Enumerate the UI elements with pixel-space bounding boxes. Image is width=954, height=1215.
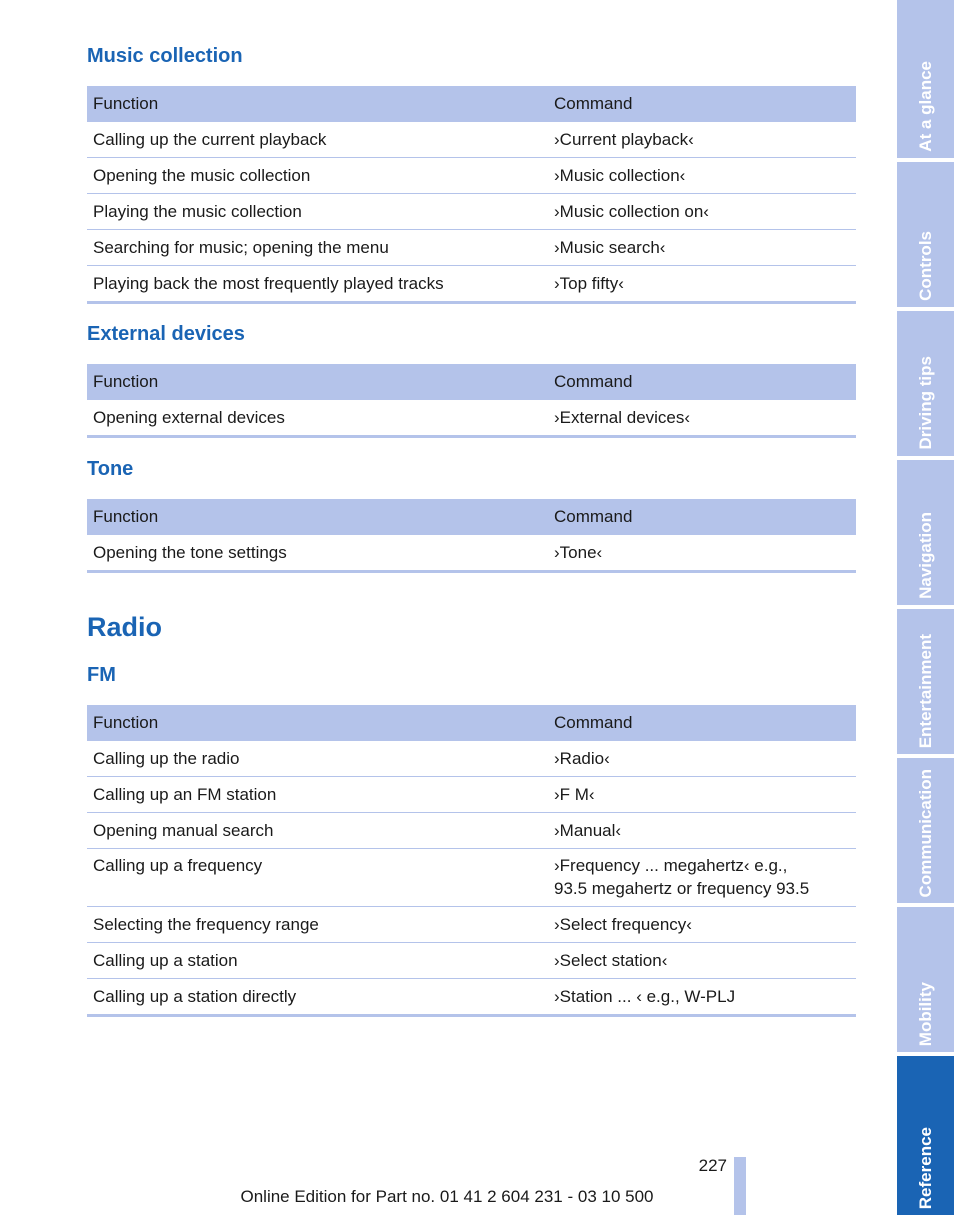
table-row xyxy=(87,979,856,1016)
header-function: Function xyxy=(87,705,548,741)
command-cell: ›Select frequency‹ xyxy=(548,907,856,943)
tab-entertainment[interactable] xyxy=(897,609,954,754)
tab-label: Mobility xyxy=(915,981,935,1046)
table-row xyxy=(87,849,856,907)
command-cell: ›Music collection on‹ xyxy=(548,194,856,230)
command-line: ›Frequency ... megahertz‹ e.g., xyxy=(554,856,788,875)
header-command: Command xyxy=(548,499,856,535)
table-row xyxy=(87,813,856,849)
chapter-title-radio: Radio xyxy=(87,612,163,642)
function-cell: Calling up a station xyxy=(87,943,548,979)
table-row xyxy=(87,535,856,572)
function-cell: Searching for music; opening the menu xyxy=(87,230,548,266)
tab-label: Controls xyxy=(915,231,935,301)
function-cell: Opening the music collection xyxy=(87,158,548,194)
tab-reference[interactable] xyxy=(897,1056,954,1215)
tab-label: Navigation xyxy=(915,512,935,599)
tab-navigation[interactable] xyxy=(897,460,954,605)
table-row xyxy=(87,122,856,158)
tab-label: At a glance xyxy=(915,61,935,152)
section-title-music-collection: Music collection xyxy=(87,45,243,67)
command-cell: ›Top fifty‹ xyxy=(548,266,856,303)
section-title-external-devices: External devices xyxy=(87,323,245,345)
header-function: Function xyxy=(87,499,548,535)
table-row xyxy=(87,400,856,437)
section-title-fm: FM xyxy=(87,664,116,686)
table-row xyxy=(87,194,856,230)
table-header-row xyxy=(87,499,856,535)
header-command: Command xyxy=(548,364,856,400)
table-header-row xyxy=(87,364,856,400)
function-cell: Opening external devices xyxy=(87,400,548,437)
header-function: Function xyxy=(87,86,548,122)
fm-table xyxy=(87,705,856,1017)
header-command: Command xyxy=(548,705,856,741)
tab-label: Driving tips xyxy=(915,356,935,450)
command-cell: ›Radio‹ xyxy=(548,741,856,777)
external-devices-table xyxy=(87,364,856,438)
chapter-sidebar xyxy=(897,0,954,1215)
command-cell: ›Tone‹ xyxy=(548,535,856,572)
command-cell: ›Music search‹ xyxy=(548,230,856,266)
header-function: Function xyxy=(87,364,548,400)
command-cell xyxy=(548,849,856,907)
tab-label: Communication xyxy=(915,768,935,897)
function-cell: Calling up a station directly xyxy=(87,979,548,1016)
function-cell: Calling up an FM station xyxy=(87,777,548,813)
header-command: Command xyxy=(548,86,856,122)
page-number: 227 xyxy=(698,1156,727,1175)
function-cell: Playing the music collection xyxy=(87,194,548,230)
table-row xyxy=(87,777,856,813)
table-row xyxy=(87,907,856,943)
tab-mobility[interactable] xyxy=(897,907,954,1052)
table-row xyxy=(87,158,856,194)
command-cell: ›External devices‹ xyxy=(548,400,856,437)
function-cell: Calling up the current playback xyxy=(87,122,548,158)
tab-label: Reference xyxy=(915,1126,935,1209)
table-row xyxy=(87,741,856,777)
tab-label: Entertainment xyxy=(915,633,935,748)
command-cell: ›Select station‹ xyxy=(548,943,856,979)
tab-controls[interactable] xyxy=(897,162,954,307)
table-row xyxy=(87,943,856,979)
music-collection-table xyxy=(87,86,856,304)
command-cell: ›Current playback‹ xyxy=(548,122,856,158)
tab-communication[interactable] xyxy=(897,758,954,903)
command-cell: ›Music collection‹ xyxy=(548,158,856,194)
command-cell: ›Manual‹ xyxy=(548,813,856,849)
table-row xyxy=(87,266,856,303)
function-cell: Selecting the frequency range xyxy=(87,907,548,943)
table-row xyxy=(87,230,856,266)
command-cell: ›Station ... ‹ e.g., W-PLJ xyxy=(548,979,856,1016)
function-cell: Playing back the most frequently played tracks xyxy=(87,266,548,303)
footer-text: Online Edition for Part no. 01 41 2 604 231 - 03 10 500 xyxy=(240,1187,654,1206)
table-header-row xyxy=(87,705,856,741)
tab-at-a-glance[interactable] xyxy=(897,0,954,158)
table-header-row xyxy=(87,86,856,122)
section-title-tone: Tone xyxy=(87,458,134,480)
function-cell: Calling up a frequency xyxy=(87,849,548,907)
tab-driving-tips[interactable] xyxy=(897,311,954,456)
function-cell: Calling up the radio xyxy=(87,741,548,777)
tone-table xyxy=(87,499,856,573)
function-cell: Opening the tone settings xyxy=(87,535,548,572)
function-cell: Opening manual search xyxy=(87,813,548,849)
command-line: 93.5 megahertz or frequency 93.5 xyxy=(554,879,810,898)
command-cell: ›F M‹ xyxy=(548,777,856,813)
